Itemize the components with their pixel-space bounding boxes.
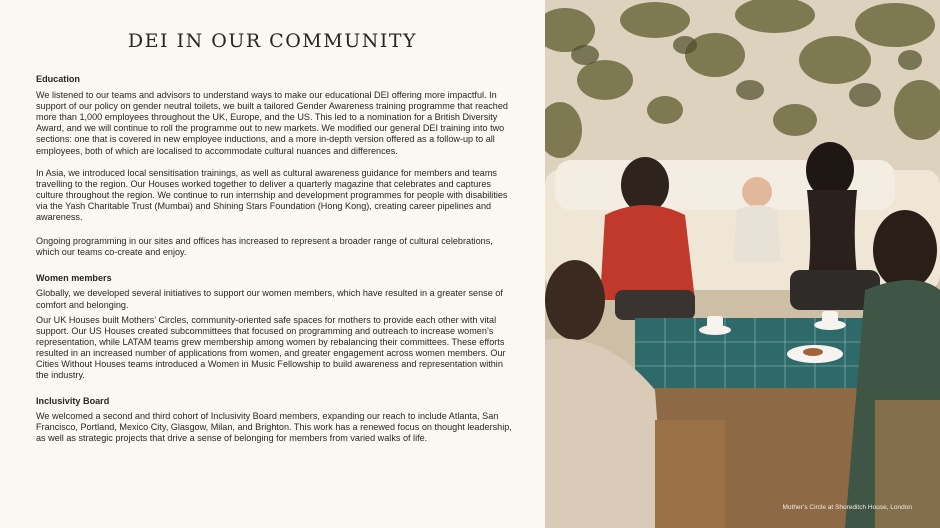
- women-paragraph-1: Globally, we developed several initiatives to support our women members, which have resulted in a greater sense of comfort and belonging.: [36, 288, 503, 310]
- education-paragraph-2: In Asia, we introduced local sensitisation trainings, as well as cultural awareness guidance for members and teams travelling to the region. Our Houses worked together to deliver a quarterly magazine that celebrates and captures culture throughout the region. We continue to run internship and development programmes for people with disabilities via the Yash Charitable Trust (Mumbai) and Shining Stars Foundation (Hong Kong), creating career pipelines and awareness.: [36, 167, 508, 223]
- photo-caption: Mother’s Circle at Shoreditch House, London: [782, 504, 912, 511]
- section-heading-education: Education: [36, 74, 80, 84]
- section-heading-board: Inclusivity Board: [36, 396, 110, 407]
- page-title: DEI IN OUR COMMUNITY: [127, 30, 418, 52]
- photo-illustration: [545, 0, 940, 528]
- body-text: [36, 74, 514, 445]
- board-paragraph-1: We welcomed a second and third cohort of Inclusivity Board members, expanding our reach to include Atlanta, San Francisco, Portland, Mexico City, Glasgow, Milan, and Brighton. This work has a renewed focus on thought leadership, as well as strategic projects that drive a sense of belonging for members from varied walks of life.: [36, 411, 512, 444]
- education-paragraph-1: We listened to our teams and advisors to understand ways to make our educational DEI offering more impactful. In support of our policy on gender neutral toilets, we built a tailored Gender Awareness training programme that reached more than 1,000 employees throughout the UK, Europe, and the US. This led to a nomination for a British Diversity Award, and we will continue to roll the programme out to new markets. We modified our general DEI training into two sections: one that is covered in new employee inductions, and a more in-depth version offered as a follow-up to all employees, both of which are localised to accommodate cultural nuances and differences.: [36, 90, 508, 156]
- education-paragraph-3: Ongoing programming in our sites and offices has increased to represent a broader range of cultural celebrations, which our teams co-create and enjoy.: [36, 236, 493, 258]
- section-heading-women: Women members: [36, 273, 112, 284]
- women-paragraph-2: Our UK Houses built Mothers’ Circles, community-oriented safe spaces for mothers to provide each other with vital support. Our US Houses created subcommittees that focused on programming and outreach to increase women’s representation, while LATAM teams grew membership among women by rebalancing their committees. These efforts resulted in an increased number of applications from women, and greater engagement across women members. Our Cities Without Houses teams introduced a Women in Music Fellowship to build awareness and representation within the industry.: [36, 314, 506, 381]
- community-photo: [545, 0, 940, 528]
